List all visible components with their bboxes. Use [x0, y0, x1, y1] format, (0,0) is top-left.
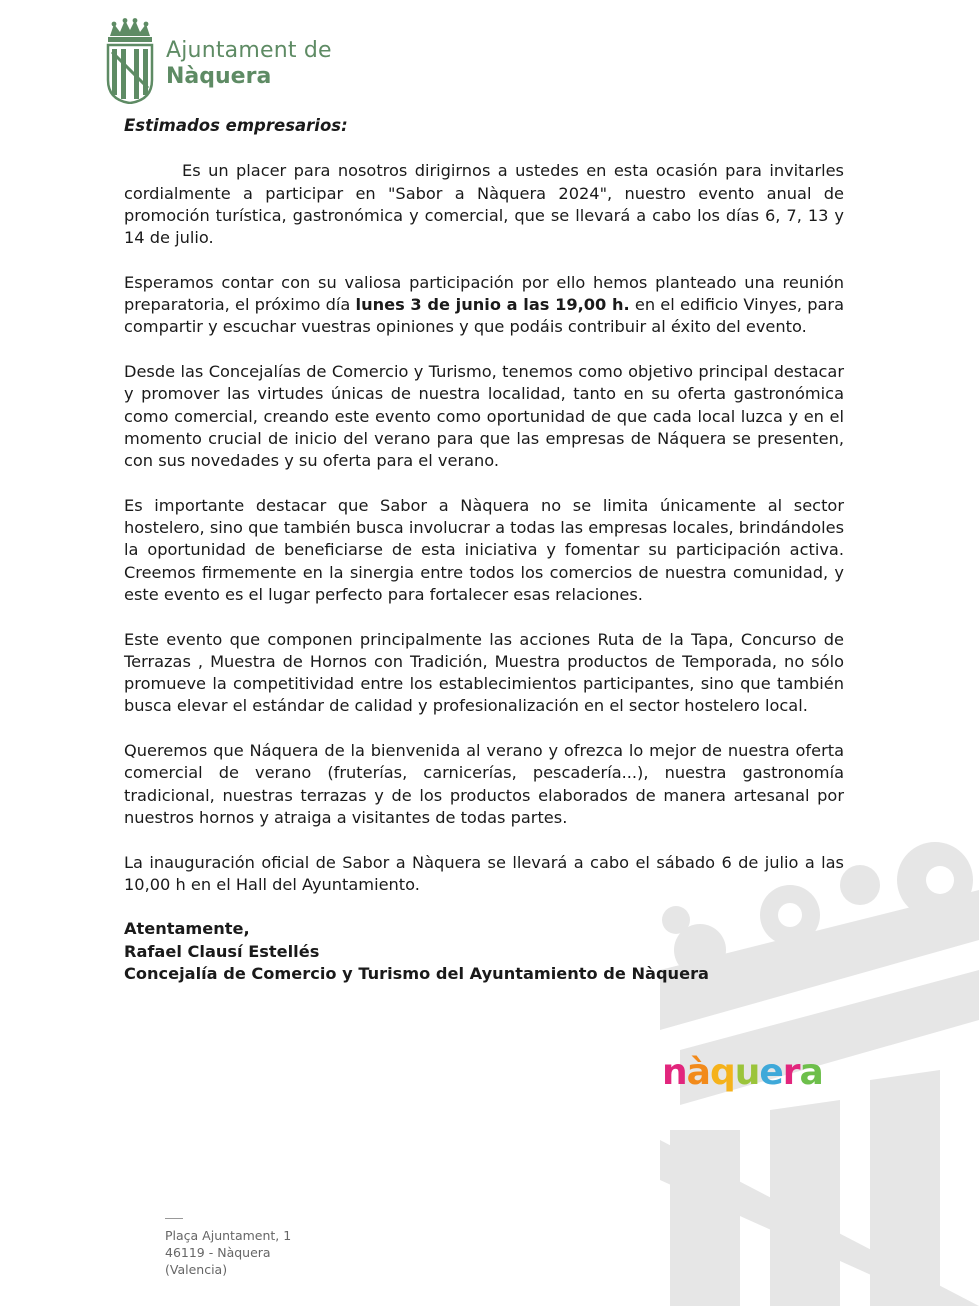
naquera-brand-logo: [662, 1052, 823, 1093]
brand-letter: n: [662, 1052, 687, 1093]
letterhead-line-2: Nàquera: [166, 64, 272, 89]
paragraph-inauguration: La inauguración oficial de Sabor a Nàquera se llevará a cabo el sábado 6 de julio a las 10,00 h en el Hall del Ayuntamiento.: [124, 852, 844, 894]
address-line-3: (Valencia): [165, 1262, 228, 1277]
address-line-2: 46119 - Nàquera: [165, 1245, 271, 1260]
closing: Atentamente,: [124, 919, 250, 939]
meeting-date: lunes 3 de junio a las 19,00 h.: [355, 295, 630, 315]
brand-letter: r: [782, 1052, 800, 1093]
paragraph-actions: Este evento que componen principalmente las acciones Ruta de la Tapa, Concurso de Terrazas , Muestra de Hornos con Tradición, Muestra productos de Temporada, no sólo promueve la competitividad entre los establecimientos participantes, sino que también busca elevar el estándar de calidad y profesionalización en el sector hostelero local.: [124, 629, 844, 716]
greeting: Estimados empresarios:: [124, 116, 348, 135]
brand-letter: e: [759, 1052, 783, 1093]
signature-block: [124, 918, 844, 985]
paragraph-invitation: Es un placer para nosotros dirigirnos a ustedes en esta ocasión para invitarles cordialmente a participar en "Sabor a Nàquera 2024", nuestro evento anual de promoción turística, gastronómica y comercial, que se llevará a cabo los días 6, 7, 13 y 14 de julio.: [124, 161, 844, 248]
address-line-1: Plaça Ajuntament, 1: [165, 1228, 292, 1243]
footer-address: [165, 1218, 291, 1278]
letterhead-line-1: Ajuntament de: [166, 38, 332, 63]
paragraph-objective: Desde las Concejalías de Comercio y Turismo, tenemos como objetivo principal destacar y promover las virtudes únicas de nuestra localidad, tanto en su oferta gastronómica como comercial, creando este evento como oportunidad de que cada local luzca y en el momento crucial de inicio del verano para que las empresas de Náquera se presenten, con sus novedades y su oferta para el verano.: [124, 361, 844, 471]
brand-letter: à: [686, 1052, 710, 1093]
signer-name: Rafael Clausí Estellés: [124, 941, 320, 961]
brand-letter: q: [709, 1052, 735, 1093]
municipal-crest-icon: [104, 18, 156, 104]
brand-letter: u: [734, 1052, 760, 1093]
paragraph-welcome: Queremos que Náquera de la bienvenida al verano y ofrezca lo mejor de nuestra oferta comercial de verano (fruterías, carnicerías, pescadería...), nuestra gastronomía tradicional, nuestras terrazas y de los productos elaborados de manera artesanal por nuestros hornos y atraiga a visitantes de todas partes.: [124, 741, 844, 827]
meeting-text-after: en el edificio Vinyes, para compartir y escuchar vuestras opiniones y que podáis contribuir al éxito del evento.: [124, 295, 844, 337]
paragraph-sectors: Es importante destacar que Sabor a Nàquera no se limita únicamente al sector hostelero, sino que también busca involucrar a todas las empresas locales, brindándoles la oportunidad de beneficiarse de esta iniciativa y fomentar su participación activa. Creemos firmemente en la sinergia entre todos los comercios de nuestra comunidad, y este evento es el lugar perfecto para fortalecer esas relaciones.: [124, 495, 845, 604]
letterhead: [104, 18, 424, 108]
brand-letter: a: [799, 1052, 823, 1093]
signer-role: Concejalía de Comercio y Turismo del Ayuntamiento de Nàquera: [124, 963, 709, 983]
meeting-text-before: Esperamos contar con su valiosa participación por ello hemos planteado una reunión preparatoria, el próximo día: [124, 272, 844, 315]
paragraph-meeting: [124, 272, 844, 339]
letter-body: [124, 115, 844, 985]
footer-divider: [165, 1218, 183, 1219]
